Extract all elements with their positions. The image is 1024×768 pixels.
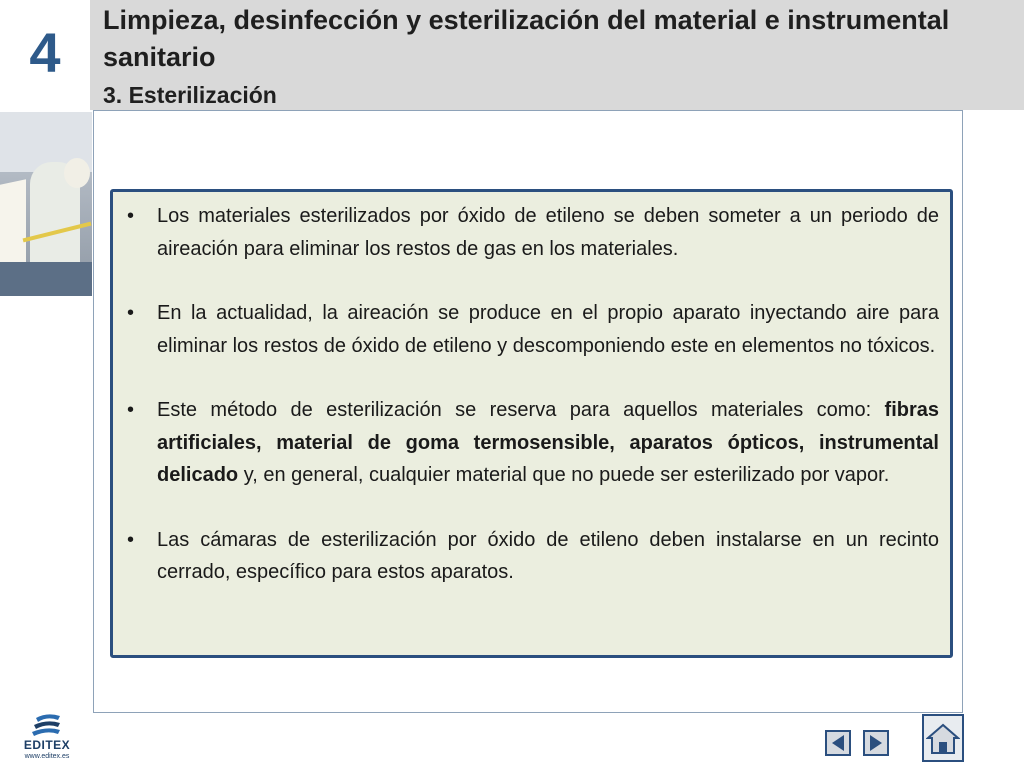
page-title: Limpieza, desinfección y esterilización del material e instrumental sanitario bbox=[103, 5, 950, 72]
photo-head bbox=[64, 158, 90, 188]
triangle-left-icon bbox=[827, 732, 849, 754]
bullet-marker: • bbox=[127, 399, 135, 421]
bullet-marker: • bbox=[127, 205, 135, 227]
bullet-text: Este método de esterilización se reserva para aquellos materiales como: bbox=[157, 399, 885, 421]
previous-button[interactable] bbox=[825, 730, 851, 756]
editex-logo bbox=[14, 708, 78, 764]
logo-name: EDITEX bbox=[23, 738, 71, 752]
bullet-list bbox=[125, 200, 939, 589]
bullet-text: Los materiales esterilizados por óxido de etileno se deben someter a un periodo de aireación para eliminar los restos de gas en los materiales. bbox=[157, 205, 939, 260]
bullet-box bbox=[110, 189, 953, 658]
chapter-tile bbox=[0, 0, 90, 110]
bullet-item bbox=[125, 297, 939, 362]
section-subtitle: 3. Esterilización bbox=[103, 82, 277, 108]
bullet-item bbox=[125, 524, 939, 589]
next-button[interactable] bbox=[863, 730, 889, 756]
photo-sheet bbox=[0, 179, 26, 275]
bullet-marker: • bbox=[127, 302, 135, 324]
logo-url: www.editex.es bbox=[24, 753, 70, 760]
bullet-text: Las cámaras de esterilización por óxido de etileno deben instalarse en un recinto cerrado, específico para estos aparatos. bbox=[157, 528, 939, 583]
chapter-number: 4 bbox=[29, 21, 61, 84]
photo-floor bbox=[0, 262, 92, 296]
bullet-marker: • bbox=[127, 528, 135, 551]
header-photo bbox=[0, 112, 92, 296]
bullet-text: En la actualidad, la aireación se produce en el propio aparato inyectando aire para eliminar los restos de óxido de etileno y descomponiendo este en elementos no tóxicos. bbox=[157, 302, 939, 357]
home-button[interactable] bbox=[922, 714, 964, 762]
bullet-item bbox=[125, 200, 939, 265]
header-band bbox=[0, 0, 1024, 110]
editex-logo-icon bbox=[30, 712, 64, 738]
bullet-item bbox=[125, 394, 939, 492]
triangle-right-icon bbox=[865, 732, 887, 754]
bullet-text: y, en general, cualquier material que no puede ser esterilizado por vapor. bbox=[238, 464, 890, 486]
home-icon bbox=[926, 722, 960, 756]
bullet-text-bold: fibras artificiales, material de goma termosensible, aparatos ópticos, instrumental delicado bbox=[157, 399, 939, 486]
